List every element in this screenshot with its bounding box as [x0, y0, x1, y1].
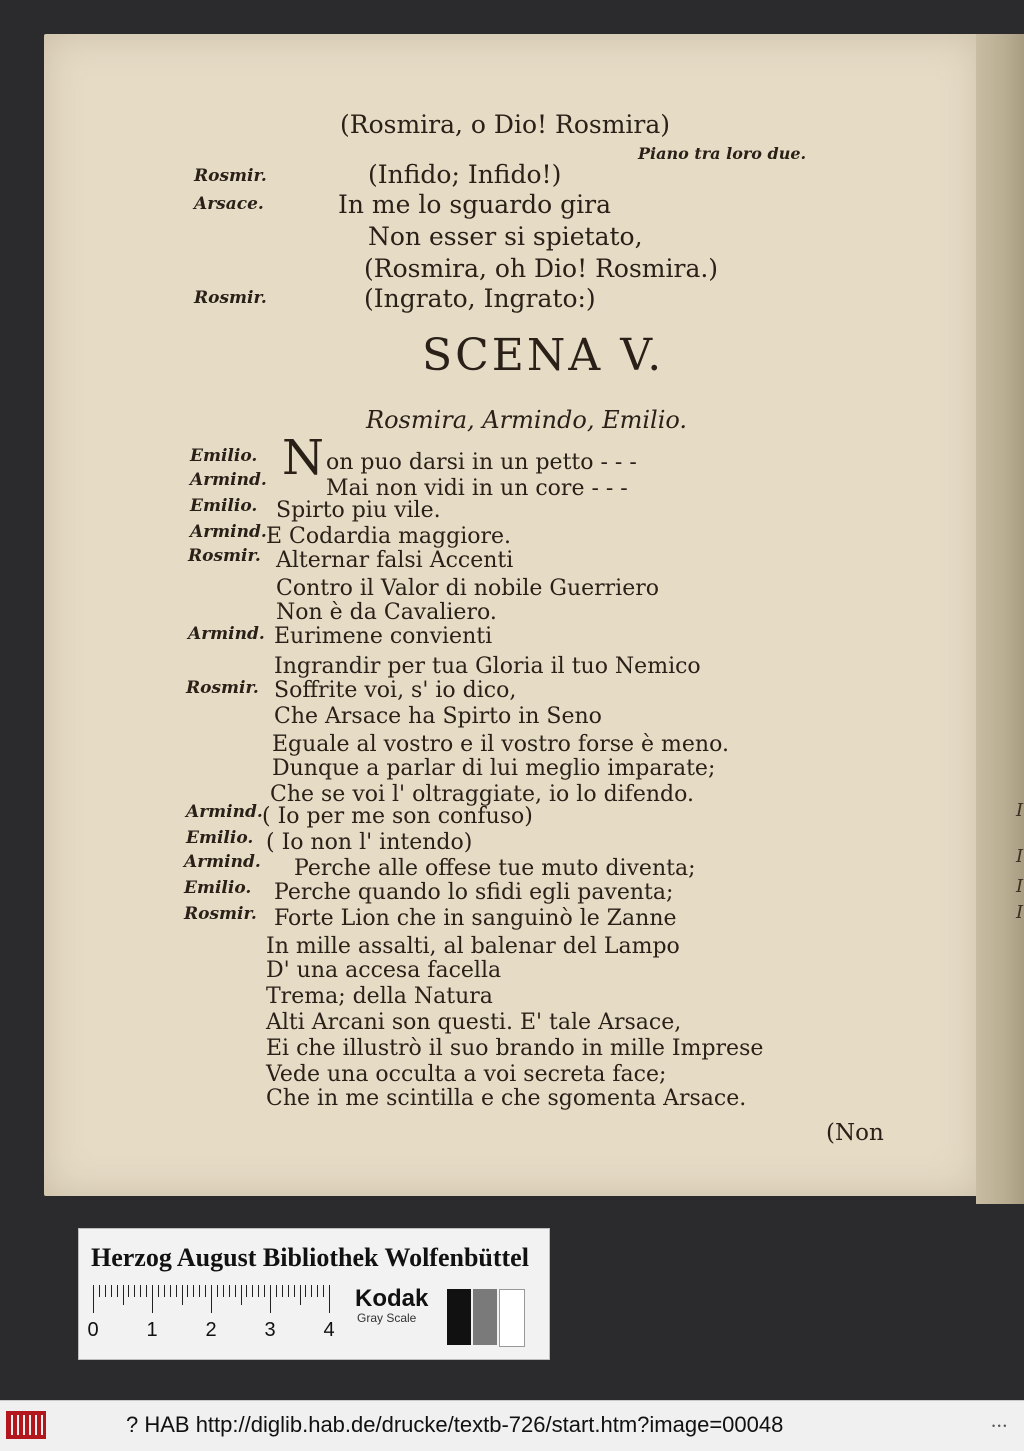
- verse-line: Eguale al vostro e il vostro forse è meno.: [272, 732, 729, 757]
- verse-line: E Codardia maggiore.: [266, 524, 512, 549]
- catchword: (Non: [826, 1120, 884, 1146]
- ruler-tick: [311, 1285, 312, 1297]
- verse-line: Forte Lion che in sanguinò le Zanne: [274, 906, 677, 931]
- speaker-label: Rosmir.: [194, 166, 267, 186]
- speaker-label: Emilio.: [184, 878, 252, 898]
- speaker-label: Emilio.: [186, 828, 254, 848]
- verse-line: Ei che illustrò il suo brando in mille Imprese: [266, 1036, 764, 1061]
- ruler-tick: [294, 1285, 295, 1297]
- speaker-label: Rosmir.: [186, 678, 259, 698]
- ruler: [87, 1285, 341, 1341]
- library-name: Herzog August Bibliothek Wolfenbüttel: [91, 1243, 529, 1272]
- verse-line: Mai non vidi in un core - - -: [326, 476, 628, 501]
- verse-line: Vede una occulta a voi secreta face;: [266, 1062, 667, 1087]
- verse-line: (Rosmira, o Dio! Rosmira): [340, 110, 671, 139]
- verse-line: ( Io non l' intendo): [266, 830, 473, 855]
- verse-line: on puo darsi in un petto - - -: [326, 450, 637, 475]
- ruler-tick: [93, 1285, 94, 1313]
- verse-line: D' una accesa facella: [266, 958, 502, 983]
- ruler-number: 2: [205, 1319, 217, 1341]
- verse-line: Alternar falsi Accenti: [276, 548, 514, 573]
- ruler-tick: [246, 1285, 247, 1297]
- ruler-tick: [117, 1285, 118, 1297]
- hab-logo-icon: [6, 1411, 46, 1439]
- menu-dots-icon[interactable]: • • •: [992, 1421, 1007, 1431]
- ruler-tick: [276, 1285, 277, 1297]
- ruler-tick: [241, 1285, 242, 1305]
- ruler-tick: [270, 1285, 271, 1313]
- ruler-tick: [176, 1285, 177, 1297]
- ruler-tick: [305, 1285, 306, 1297]
- edge-glyph: I: [1016, 902, 1024, 923]
- ruler-tick: [111, 1285, 112, 1297]
- speaker-label: Emilio.: [190, 446, 258, 466]
- ruler-tick: [205, 1285, 206, 1297]
- verse-line: Che in me scintilla e che sgomenta Arsace.: [266, 1086, 747, 1111]
- ruler-tick: [182, 1285, 183, 1305]
- ruler-number: 1: [146, 1319, 158, 1341]
- ruler-tick: [170, 1285, 171, 1297]
- verse-line: (Infido; Infido!): [368, 160, 562, 189]
- speaker-label: Rosmir.: [194, 288, 267, 308]
- kodak-logo: Kodak: [355, 1285, 429, 1312]
- ruler-tick: [146, 1285, 147, 1297]
- source-url[interactable]: ? HAB http://diglib.hab.de/drucke/textb-726/start.htm?image=00048: [126, 1412, 784, 1437]
- ruler-tick: [323, 1285, 324, 1297]
- verse-line: Ingrandir per tua Gloria il tuo Nemico: [274, 654, 701, 679]
- verse-line: Eurimene convienti: [274, 624, 493, 649]
- verse-line: Che se voi l' oltraggiate, io lo difendo.: [270, 782, 694, 807]
- verse-line: Dunque a parlar di lui meglio imparate;: [272, 756, 716, 781]
- ruler-tick: [258, 1285, 259, 1297]
- ruler-number: 0: [87, 1319, 99, 1341]
- ruler-tick: [264, 1285, 265, 1297]
- ruler-tick: [123, 1285, 124, 1305]
- stage-direction: Piano tra loro due.: [638, 144, 807, 163]
- speaker-label: Emilio.: [190, 496, 258, 516]
- ruler-tick: [193, 1285, 194, 1297]
- edge-glyph: I: [1016, 800, 1024, 821]
- ruler-tick: [187, 1285, 188, 1297]
- verse-line: In me lo sguardo gira: [338, 190, 612, 219]
- gray-swatch-white: [499, 1289, 525, 1347]
- edge-glyph: I: [1016, 876, 1024, 897]
- speaker-label: Armind.: [184, 852, 261, 872]
- ruler-tick: [211, 1285, 212, 1313]
- edge-glyph: I: [1016, 846, 1024, 867]
- character-list: Rosmira, Armindo, Emilio.: [366, 406, 688, 434]
- ruler-tick: [223, 1285, 224, 1297]
- verse-line: (Rosmira, oh Dio! Rosmira.): [364, 254, 719, 283]
- ruler-tick: [199, 1285, 200, 1297]
- ruler-tick: [99, 1285, 100, 1297]
- ruler-tick: [134, 1285, 135, 1297]
- ruler-tick: [217, 1285, 218, 1297]
- verse-line: Non esser si spietato,: [368, 222, 643, 251]
- next-page-edge: [976, 34, 1024, 1204]
- verse-line: Trema; della Natura: [266, 984, 493, 1009]
- ruler-tick: [164, 1285, 165, 1297]
- gray-swatch-black: [447, 1289, 471, 1345]
- ruler-tick: [329, 1285, 330, 1313]
- speaker-label: Arsace.: [194, 194, 264, 214]
- color-calibration-card: [78, 1228, 550, 1360]
- scene-title: SCENA V.: [422, 330, 665, 381]
- gray-swatch-mid: [473, 1289, 497, 1345]
- ruler-number: 3: [264, 1319, 276, 1341]
- ruler-tick: [288, 1285, 289, 1297]
- ruler-tick: [282, 1285, 283, 1297]
- verse-line: Non è da Cavaliero.: [276, 600, 497, 625]
- speaker-label: Armind.: [188, 624, 265, 644]
- ruler-tick: [158, 1285, 159, 1297]
- gray-scale-label: Gray Scale: [357, 1311, 417, 1325]
- verse-line: Che Arsace ha Spirto in Seno: [274, 704, 602, 729]
- ruler-number: 4: [323, 1319, 335, 1341]
- ruler-tick: [152, 1285, 153, 1313]
- verse-line: (Ingrato, Ingrato:): [364, 284, 596, 313]
- ruler-tick: [317, 1285, 318, 1297]
- speaker-label: Rosmir.: [184, 904, 257, 924]
- speaker-label: Rosmir.: [188, 546, 261, 566]
- ruler-tick: [229, 1285, 230, 1297]
- verse-line: Soffrite voi, s' io dico,: [274, 678, 517, 703]
- book-page: [44, 34, 980, 1196]
- viewer-footer: [0, 1400, 1024, 1451]
- ruler-tick: [140, 1285, 141, 1297]
- verse-line: Contro il Valor di nobile Guerriero: [276, 576, 659, 601]
- ruler-tick: [235, 1285, 236, 1297]
- verse-line: Alti Arcani son questi. E' tale Arsace,: [266, 1010, 682, 1035]
- ruler-tick: [252, 1285, 253, 1297]
- ruler-tick: [128, 1285, 129, 1297]
- speaker-label: Armind.: [186, 802, 263, 822]
- verse-line: ( Io per me son confuso): [262, 804, 533, 829]
- verse-line: Perche alle offese tue muto diventa;: [294, 856, 696, 881]
- ruler-tick: [300, 1285, 301, 1305]
- speaker-label: Armind.: [190, 522, 267, 542]
- ruler-tick: [105, 1285, 106, 1297]
- speaker-label: Armind.: [190, 470, 267, 490]
- verse-line: In mille assalti, al balenar del Lampo: [266, 934, 680, 959]
- verse-line: Perche quando lo sfidi egli paventa;: [274, 880, 674, 905]
- drop-cap: N: [282, 430, 324, 486]
- verse-line: Spirto piu vile.: [276, 498, 441, 523]
